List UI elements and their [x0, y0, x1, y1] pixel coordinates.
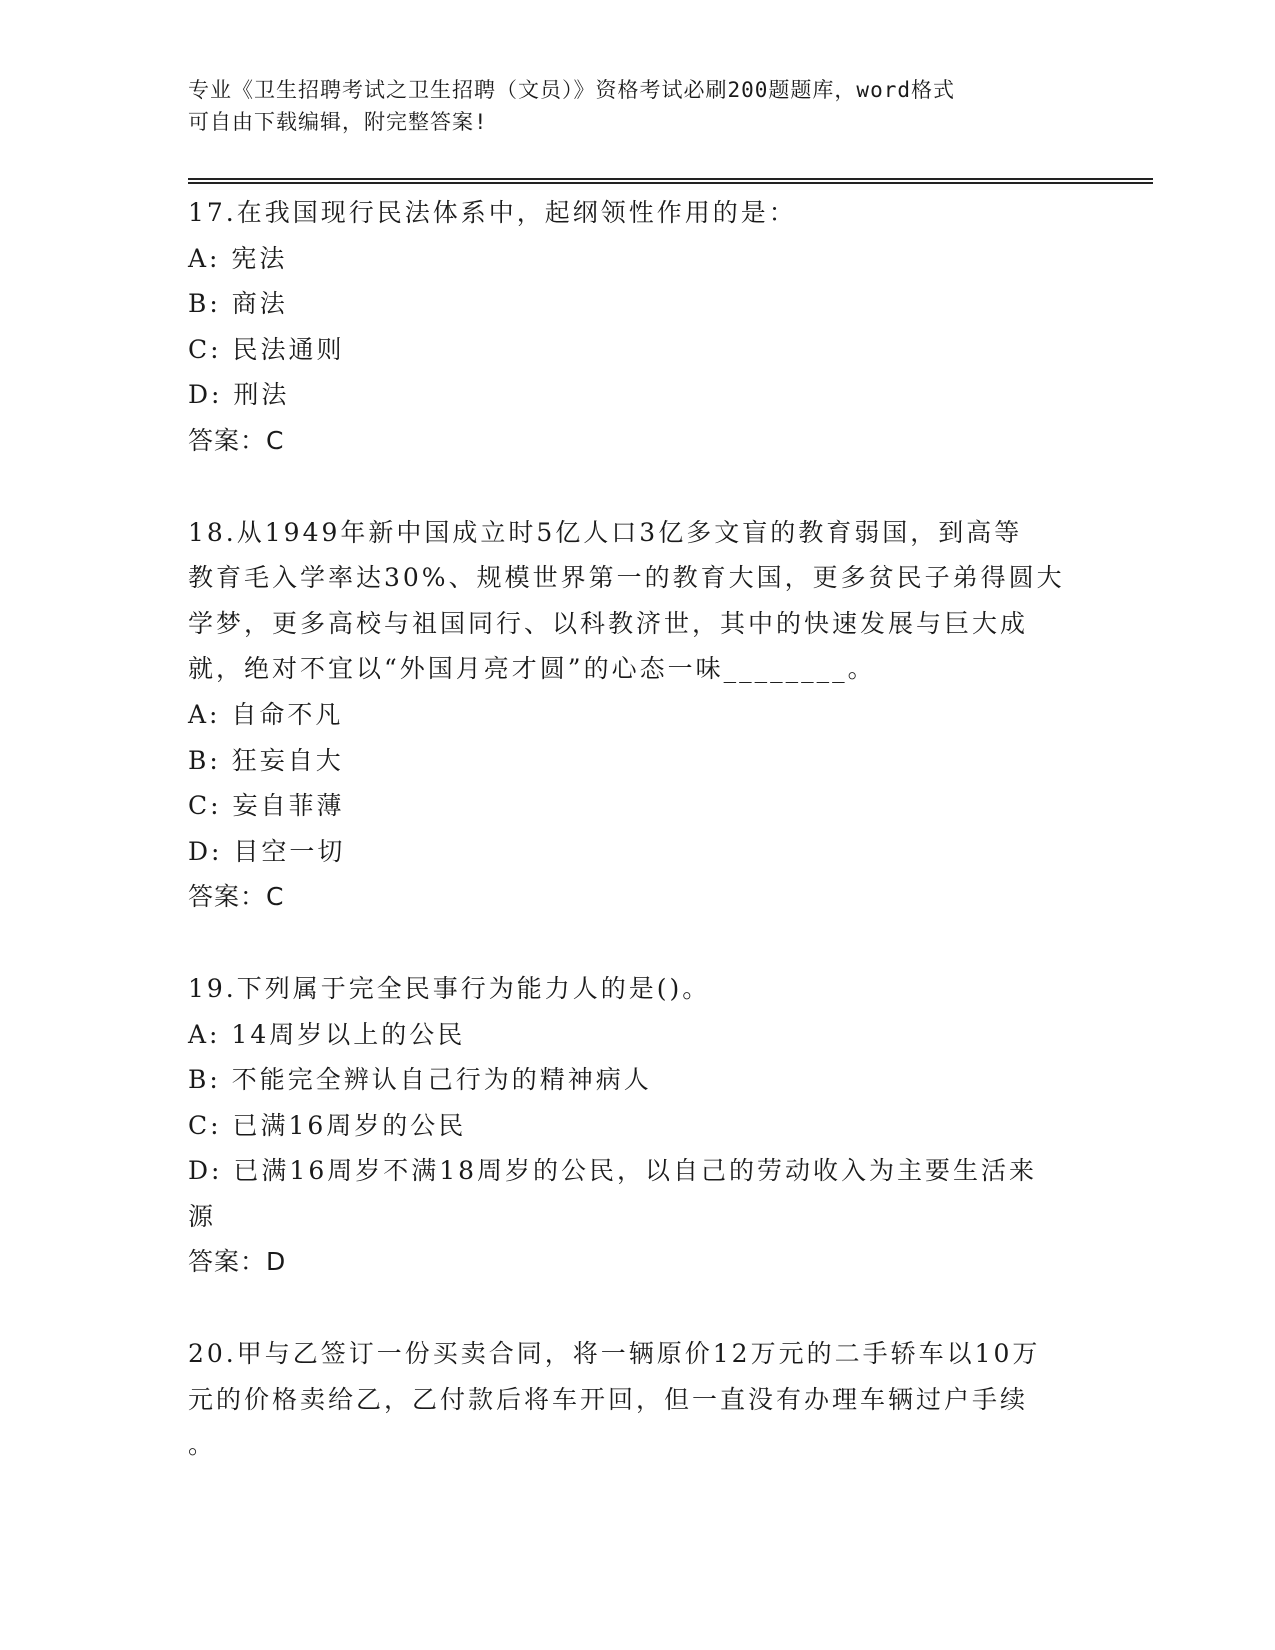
question-stem-line: 教育毛入学率达30%、规模世界第一的教育大国，更多贫民子弟得圆大 [188, 563, 1065, 593]
question-stem-line: 学梦，更多高校与祖国同行、以科教济世，其中的快速发展与巨大成 [188, 608, 1029, 638]
option-c: C: 妄自菲薄 [188, 791, 345, 821]
question-stem-line: 19.下列属于完全民事行为能力人的是()。 [188, 973, 711, 1003]
option-b: B: 不能完全辨认自己行为的精神病人 [188, 1065, 652, 1095]
option-c: C: 已满16周岁的公民 [188, 1110, 467, 1140]
option-d: D: 刑法 [188, 380, 290, 410]
question-stem-line: 17.在我国现行民法体系中，起纲领性作用的是： [188, 198, 797, 227]
answer-line: 答案：C [188, 882, 285, 912]
option-d-continuation: 源 [188, 1201, 217, 1231]
question-list [188, 190, 1088, 1514]
question-17 [188, 190, 1088, 464]
answer-line: 答案：C [188, 425, 285, 455]
question-stem-line: 元的价格卖给乙，乙付款后将车开回，但一直没有办理车辆过户手续 [188, 1384, 1029, 1414]
option-a: A: 宪法 [188, 243, 288, 273]
header-line-1: 专业《卫生招聘考试之卫生招聘（文员）》资格考试必刷200题题库，word格式 [188, 78, 955, 102]
option-b: B: 商法 [188, 289, 288, 319]
option-b: B: 狂妄自大 [188, 745, 344, 775]
question-stem-line: 就，绝对不宜以“外国月亮才圆”的心态一味________。 [188, 654, 876, 684]
option-d: D: 目空一切 [188, 836, 346, 866]
header-divider-bottom [188, 182, 1153, 184]
option-a: A: 14周岁以上的公民 [188, 1019, 466, 1049]
option-d: D: 已满16周岁不满18周岁的公民，以自己的劳动收入为主要生活来 [188, 1156, 1038, 1186]
option-a: A: 自命不凡 [188, 699, 344, 729]
answer-line: 答案：D [188, 1247, 287, 1277]
document-header [188, 74, 1068, 138]
question-stem-line: 。 [188, 1430, 217, 1460]
header-divider-top [188, 178, 1153, 180]
question-stem-line: 18.从1949年新中国成立时5亿人口3亿多文盲的教育弱国，到高等 [188, 517, 1023, 547]
option-c: C: 民法通则 [188, 334, 345, 364]
question-stem-line: 20.甲与乙签订一份买卖合同，将一辆原价12万元的二手轿车以10万 [188, 1339, 1041, 1369]
question-18 [188, 510, 1088, 920]
header-line-2: 可自由下载编辑，附完整答案! [188, 110, 488, 134]
question-20 [188, 1331, 1088, 1468]
question-19 [188, 966, 1088, 1285]
